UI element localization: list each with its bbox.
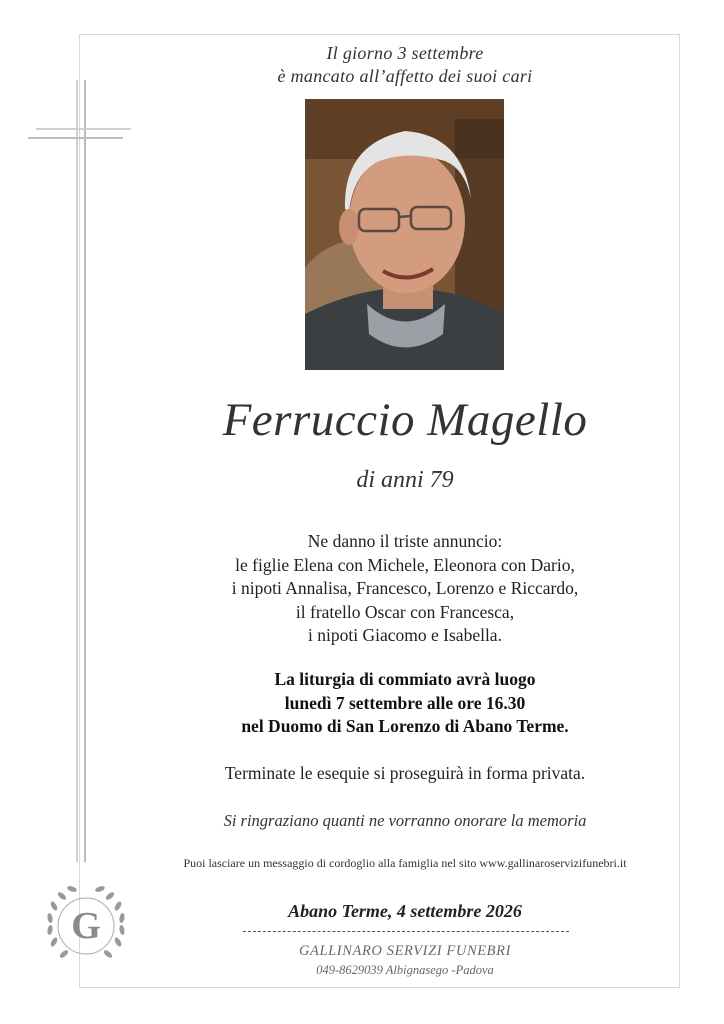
portrait-illustration (305, 99, 504, 370)
deceased-name: Ferruccio Magello (222, 394, 588, 446)
family-line: il fratello Oscar con Francesca, (295, 601, 515, 622)
company-contacts: 049-8629039 Albignasego -Padova (316, 963, 494, 977)
cross-vertical-bar (84, 80, 86, 862)
private-note: Terminate le esequie si proseguirà in forma privata. (224, 763, 586, 783)
deceased-age: di anni 79 (356, 467, 454, 493)
family-line: i nipoti Annalisa, Francesco, Lorenzo e Riccardo, (231, 578, 579, 598)
place-date: Abano Terme, 4 settembre 2026 (288, 901, 522, 921)
logo-letter: G (71, 905, 101, 947)
liturgy-details (100, 668, 710, 739)
company-logo-icon (40, 880, 132, 970)
liturgy-line: lunedì 7 settembre alle ore 16.30 (284, 692, 526, 713)
divider (243, 931, 569, 932)
thanks-note: Si ringraziano quanti ne vorranno onorare la memoria (223, 811, 587, 830)
condolence-message: Puoi lasciare un messaggio di cordoglio alla famiglia nel sito www.gallinaroservizifunebri.it (183, 856, 627, 870)
intro-text (100, 42, 710, 88)
cross-horizontal-bar (28, 137, 123, 139)
family-line: Ne danno il triste annuncio: (307, 531, 503, 551)
intro-line: Il giorno 3 settembre (326, 43, 484, 63)
liturgy-line: nel Duomo di San Lorenzo di Abano Terme. (241, 716, 569, 736)
family-line: le figlie Elena con Michele, Eleonora con Dario, (235, 554, 575, 575)
company-name: GALLINARO SERVIZI FUNEBRI (298, 943, 512, 959)
portrait-photo (305, 99, 504, 370)
cross-vertical-bar (76, 80, 78, 862)
liturgy-line: La liturgia di commiato avrà luogo (274, 669, 536, 689)
cross-horizontal-bar (36, 128, 131, 130)
intro-line: è mancato all’affetto dei suoi cari (277, 66, 533, 86)
family-line: i nipoti Giacomo e Isabella. (308, 625, 502, 645)
family-announcement (100, 530, 710, 648)
